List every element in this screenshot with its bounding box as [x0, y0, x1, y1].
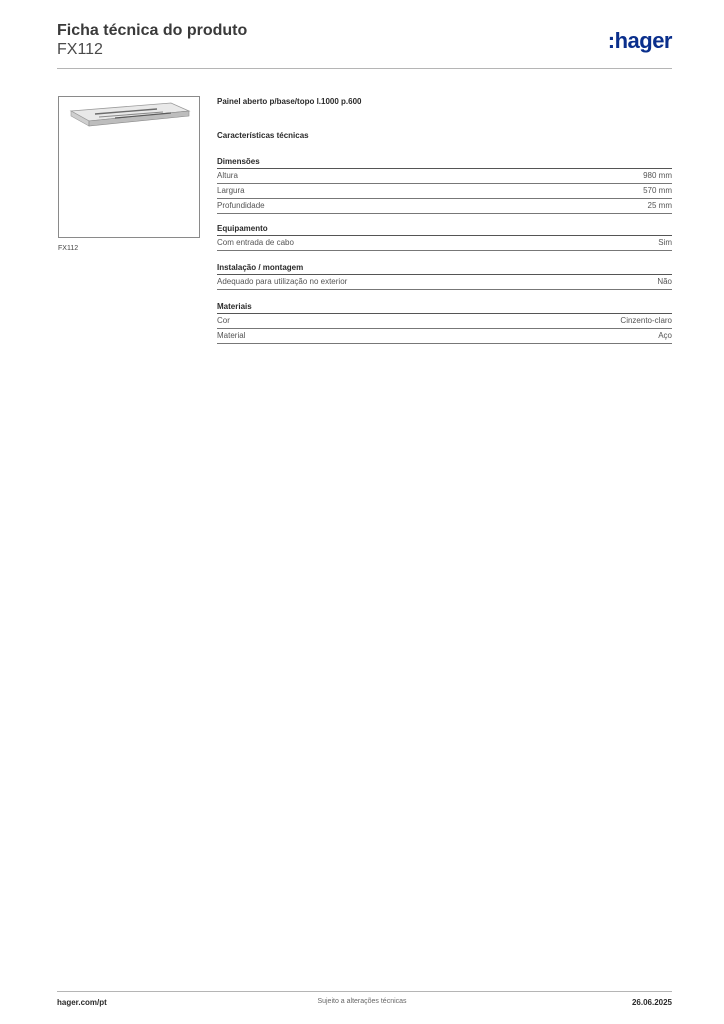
footer-date: 26.06.2025	[631, 998, 672, 1007]
spec-row	[217, 199, 672, 214]
spec-row	[217, 314, 672, 329]
logo-text: hager	[614, 28, 672, 53]
image-caption: FX112	[58, 245, 79, 252]
spec-label: Adequado para utilização no exterior	[217, 277, 348, 286]
spec-value: 25 mm	[647, 201, 672, 210]
document-title: Ficha técnica do produto	[57, 22, 248, 39]
spec-group-dimensions	[217, 156, 672, 214]
group-title: Instalação / montagem	[217, 262, 672, 275]
spec-group-installation	[217, 262, 672, 290]
footer-website: hager.com/pt	[57, 998, 107, 1007]
spec-label: Largura	[217, 186, 245, 195]
spec-value: Não	[657, 277, 672, 286]
specs-section-title: Características técnicas	[217, 131, 309, 140]
hager-logo	[608, 28, 672, 54]
spec-value: Sim	[658, 238, 672, 247]
footer-divider	[57, 991, 672, 992]
spec-value: 570 mm	[643, 186, 672, 195]
spec-label: Altura	[217, 171, 238, 180]
group-title: Dimensões	[217, 156, 672, 169]
spec-row	[217, 236, 672, 251]
logo-colon-mark: :	[607, 28, 615, 53]
product-name: Painel aberto p/base/topo l.1000 p.600	[217, 97, 362, 106]
spec-row	[217, 184, 672, 199]
spec-value: Aço	[658, 331, 672, 340]
spec-label: Profundidade	[217, 201, 265, 210]
spec-group-equipment	[217, 223, 672, 251]
spec-label: Cor	[217, 316, 230, 325]
spec-row	[217, 329, 672, 344]
spec-group-materials	[217, 301, 672, 344]
header-divider	[57, 68, 672, 69]
spec-value: Cinzento-claro	[620, 316, 672, 325]
spec-label: Com entrada de cabo	[217, 238, 294, 247]
product-code: FX112	[57, 41, 103, 58]
spec-row	[217, 169, 672, 184]
group-title: Materiais	[217, 301, 672, 314]
group-title: Equipamento	[217, 223, 672, 236]
spec-value: 980 mm	[643, 171, 672, 180]
footer-note: Sujeito a alterações técnicas	[317, 998, 407, 1005]
spec-row	[217, 275, 672, 290]
page-header	[57, 22, 672, 70]
spec-label: Material	[217, 331, 246, 340]
product-image	[58, 96, 200, 238]
panel-illustration	[59, 97, 199, 237]
